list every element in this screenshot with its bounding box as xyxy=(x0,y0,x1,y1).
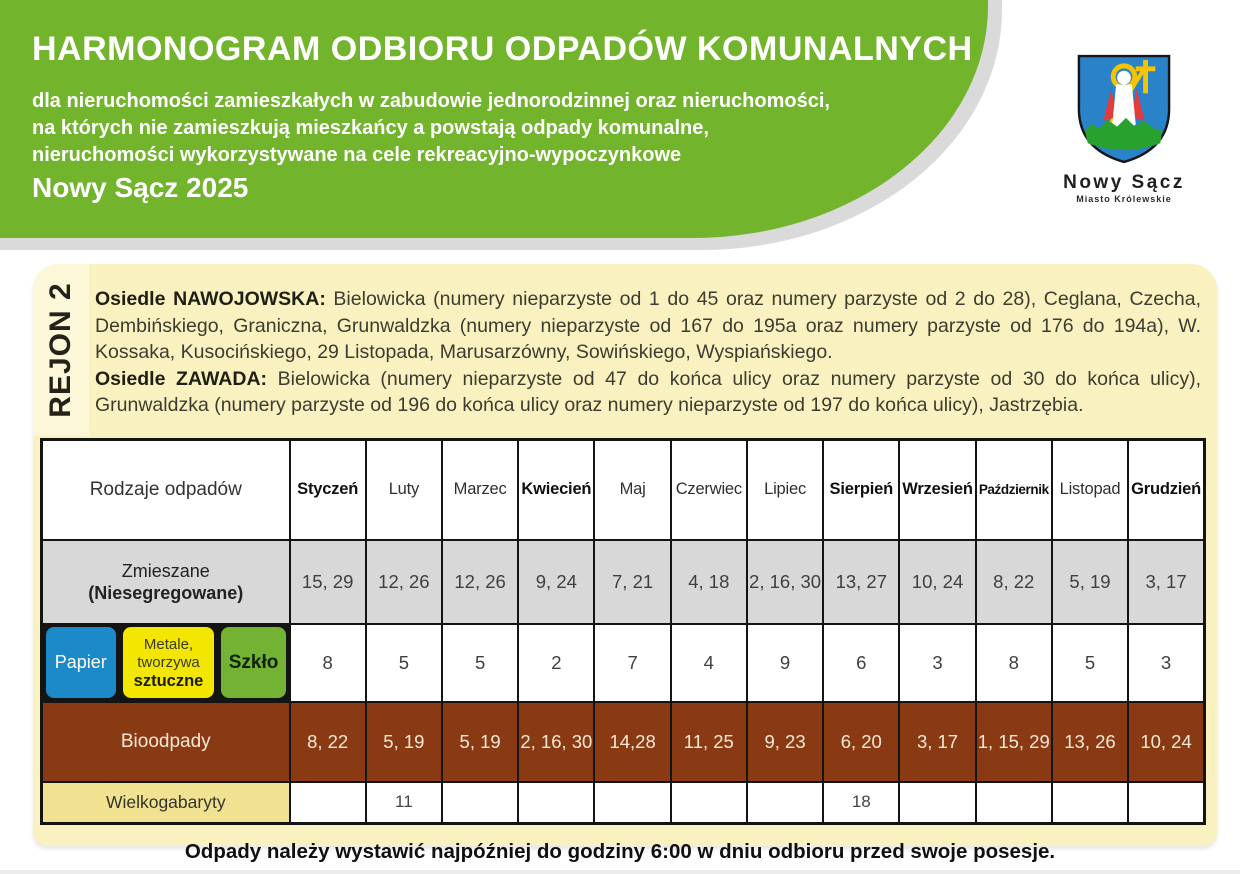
bio-value-cell: 6, 20 xyxy=(823,702,899,782)
subtitle-line: dla nieruchomości zamieszkałych w zabudowie jednorodzinnej oraz nieruchomości, xyxy=(32,90,830,112)
mixed-value-cell: 5, 19 xyxy=(1052,540,1128,624)
segregated-value-cell: 4 xyxy=(671,624,747,702)
month-header-cell: Czerwiec xyxy=(671,440,747,540)
mixed-waste-label-line1: Zmieszane xyxy=(121,560,210,581)
bulky-value-cell xyxy=(1128,782,1204,824)
month-header-cell: Lipiec xyxy=(747,440,823,540)
mixed-value-cell: 2, 16, 30 xyxy=(747,540,823,624)
city-name: Nowy Sącz xyxy=(1063,172,1185,193)
mixed-value-cell: 7, 21 xyxy=(594,540,670,624)
bulky-value-cell xyxy=(442,782,518,824)
mixed-value-cell: 15, 29 xyxy=(290,540,366,624)
metals-plastics-cell xyxy=(120,624,218,702)
segregated-value-cell: 5 xyxy=(366,624,442,702)
bio-label: Bioodpady xyxy=(42,702,290,782)
bio-value-cell: 1, 15, 29 xyxy=(976,702,1052,782)
bulky-label: Wielkogabaryty xyxy=(42,782,290,824)
segregated-value-cell: 5 xyxy=(1052,624,1128,702)
page-title: HARMONOGRAM ODBIORU ODPADÓW KOMUNALNYCH xyxy=(32,30,973,68)
mixed-value-cell: 12, 26 xyxy=(366,540,442,624)
bulky-value-cell: 11 xyxy=(366,782,442,824)
mixed-waste-label-line2: (Niesegregowane) xyxy=(88,582,244,603)
district-1-name: Osiedle NAWOJOWSKA: xyxy=(95,288,326,310)
segregated-value-cell: 2 xyxy=(518,624,594,702)
city-motto: Miasto Królewskie xyxy=(1076,194,1172,204)
bio-value-cell: 8, 22 xyxy=(290,702,366,782)
metals-label-line3: sztuczne xyxy=(133,671,204,690)
segregated-row xyxy=(42,624,1205,702)
subtitle-line: nieruchomości wykorzystywane na cele rekreacyjno-wypoczynkowe xyxy=(32,144,682,166)
month-header-row xyxy=(42,440,1205,540)
segregated-value-cell: 5 xyxy=(442,624,518,702)
month-header-cell: Maj xyxy=(594,440,670,540)
subtitle-line: na których nie zamieszkują mieszkańcy a powstają odpady komunalne, xyxy=(32,117,709,139)
month-header-cell: Wrzesień xyxy=(899,440,975,540)
bio-value-cell: 10, 24 xyxy=(1128,702,1204,782)
header-subtitle xyxy=(32,88,830,169)
segregated-value-cell: 3 xyxy=(899,624,975,702)
bio-value-cell: 5, 19 xyxy=(366,702,442,782)
district-2 xyxy=(95,366,1201,419)
metals-label-line1: Metale, xyxy=(143,635,194,653)
segregated-value-cell: 7 xyxy=(594,624,670,702)
month-header-cell: Marzec xyxy=(442,440,518,540)
bulky-value-cell xyxy=(899,782,975,824)
mixed-value-cell: 13, 27 xyxy=(823,540,899,624)
glass-label: Szkło xyxy=(228,651,279,673)
mixed-waste-row xyxy=(42,540,1205,624)
bio-value-cell: 5, 19 xyxy=(442,702,518,782)
segregated-value-cell: 9 xyxy=(747,624,823,702)
paper-cell xyxy=(42,624,120,702)
month-header-cell: Grudzień xyxy=(1128,440,1204,540)
region-description xyxy=(95,286,1201,419)
mixed-value-cell: 9, 24 xyxy=(518,540,594,624)
bulky-row xyxy=(42,782,1205,824)
bio-value-cell: 11, 25 xyxy=(671,702,747,782)
bio-value-cell: 3, 17 xyxy=(899,702,975,782)
bio-value-cell: 9, 23 xyxy=(747,702,823,782)
region-label: REJON 2 xyxy=(44,282,77,418)
mixed-waste-label xyxy=(42,540,290,624)
header-banner xyxy=(0,0,988,238)
mixed-value-cell: 10, 24 xyxy=(899,540,975,624)
footer-note: Odpady należy wystawić najpóźniej do godziny 6:00 w dniu odbioru przed swoje posesje. xyxy=(184,840,1056,863)
month-header-cell: Październik xyxy=(976,440,1052,540)
mixed-value-cell: 3, 17 xyxy=(1128,540,1204,624)
district-1 xyxy=(95,286,1201,366)
mixed-value-cell: 8, 22 xyxy=(976,540,1052,624)
crest-shield-icon xyxy=(1075,52,1173,166)
glass-cell xyxy=(218,624,290,702)
bottom-edge xyxy=(0,870,1240,874)
bio-row xyxy=(42,702,1205,782)
month-header-cell: Sierpień xyxy=(823,440,899,540)
bulky-value-cell xyxy=(594,782,670,824)
segregated-value-cell: 6 xyxy=(823,624,899,702)
bulky-value-cell xyxy=(671,782,747,824)
mixed-value-cell: 12, 26 xyxy=(442,540,518,624)
bulky-value-cell xyxy=(290,782,366,824)
month-header-cell: Listopad xyxy=(1052,440,1128,540)
edition-label: Nowy Sącz 2025 xyxy=(32,172,249,203)
month-header-cell: Styczeń xyxy=(290,440,366,540)
bulky-value-cell xyxy=(976,782,1052,824)
schedule-table xyxy=(40,438,1206,825)
bulky-value-cell xyxy=(747,782,823,824)
district-2-name: Osiedle ZAWADA: xyxy=(95,367,268,390)
bio-value-cell: 13, 26 xyxy=(1052,702,1128,782)
city-crest-logo xyxy=(1056,52,1192,204)
bio-value-cell: 2, 16, 30 xyxy=(518,702,594,782)
metals-label-line2: tworzywa xyxy=(137,653,200,671)
district-2-streets: Bielowicka (numery nieparzyste od 47 do końca ulicy oraz numery parzyste od 30 do końca ulicy), Grunwaldzka (numery parzyste od 196 do końca ulicy oraz numery nieparzyste od 197 do końca ulicy), Jastrzębia. xyxy=(95,367,1201,416)
month-header-cell: Luty xyxy=(366,440,442,540)
segregated-value-cell: 3 xyxy=(1128,624,1204,702)
paper-label: Papier xyxy=(54,652,107,672)
mixed-value-cell: 4, 18 xyxy=(671,540,747,624)
waste-types-header: Rodzaje odpadów xyxy=(42,440,290,540)
segregated-value-cell: 8 xyxy=(976,624,1052,702)
segregated-value-cell: 8 xyxy=(290,624,366,702)
bulky-value-cell xyxy=(1052,782,1128,824)
region-panel xyxy=(33,264,1217,846)
bio-value-cell: 14,28 xyxy=(594,702,670,782)
district-1-streets: Bielowicka (numery nieparzyste od 1 do 45 oraz numery parzyste od 2 do 28), Ceglana, Czecha, Dembińskiego, Graniczna, Grunwaldzka (numery nieparzyste od 167 do 195a oraz numery parzyste od 176 do 194a), W. Kossaka, Kusocińskiego, 29 Listopada, Marusarzówny, Sowińskiego, Wyspiańskiego. xyxy=(95,288,1201,363)
month-header-cell: Kwiecień xyxy=(518,440,594,540)
bulky-value-cell: 18 xyxy=(823,782,899,824)
region-label-strip xyxy=(33,264,89,436)
bulky-value-cell xyxy=(518,782,594,824)
